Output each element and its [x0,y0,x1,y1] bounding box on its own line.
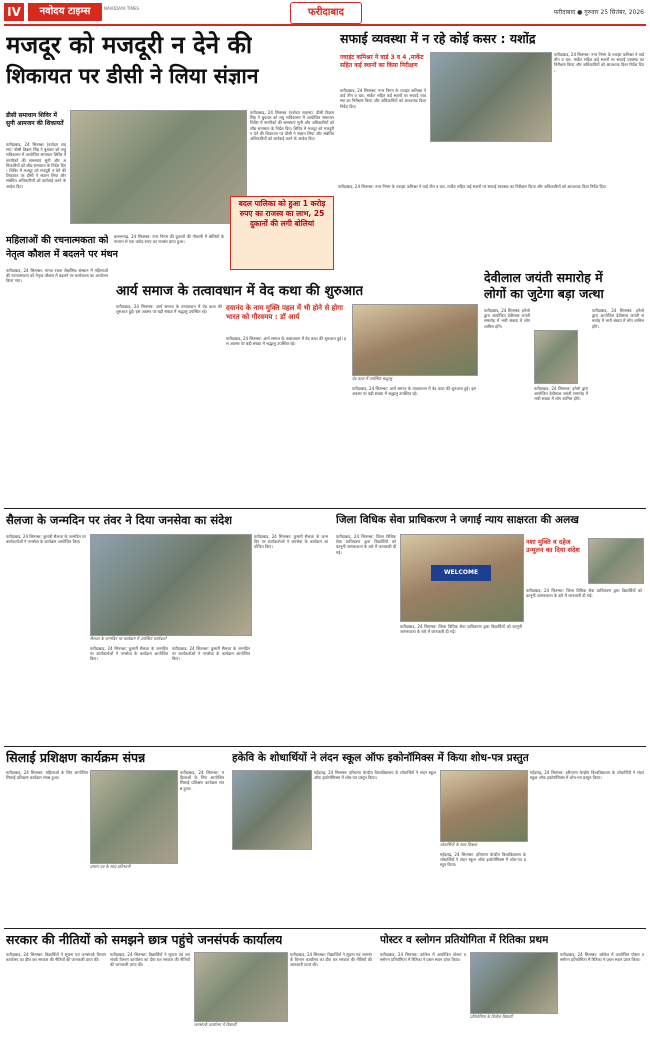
body-text: फरीदाबाद, 24 सितम्बर: मानव रचना शैक्षणिक संस्थान में महिलाओं की रचनात्मकता को नेतृत्व कौशल में बदलने पर कार्यशाला का आयोजन किया गया। [6,268,108,284]
body-text: फरीदाबाद, 24 सितम्बर: कुमारी सैलजा के जन्मदिन पर कार्यकर्ताओं ने जनसेवा के कार्यक्रम आयोजित किए। [254,534,328,550]
story-palika [230,196,334,276]
headline: जिला विधिक सेवा प्राधिकरण ने जगाई न्याय साक्षरता की अलख [336,514,579,526]
body-text: फरीदाबाद, 24 सितम्बर: महिलाओं के लिए आयोजित सिलाई प्रशिक्षण कार्यक्रम संपन्न हुआ। [180,770,224,791]
masthead-rule [4,24,646,26]
section-divider [4,508,646,509]
news-photo [352,304,478,376]
story-mahila [4,234,118,484]
headline: नेतृत्व कौशल में बदलने पर मंथन [6,249,118,260]
body-text: फरीदाबाद, 24 सितम्बर: नगर निगम के ज्वाइंट कमिश्नर ने वार्ड तीन व चार, मार्केट सहित कई स्थानों पर सफाई व्यवस्था का निरीक्षण किया और अधिकारियों को आवश्यक दिशा निर्देश दिए। [338,184,607,189]
news-photo [470,952,558,1014]
side-note: नशा मुक्ति व दहेज उन्मूलन का दिया संदेश [526,538,580,554]
headline: पोस्टर व स्लोगन प्रतियोगिता में रितिका प्रथम [380,934,549,946]
news-photo [90,770,178,864]
headline: लोगों का जुटेगा बड़ा जत्था [484,286,604,301]
portrait-photo [534,330,578,384]
photo-caption: सैलजा के जन्मदिन पर कार्यक्रम में उपस्थित कार्यकर्ता [90,636,167,641]
body-text: फरीदाबाद, 24 सितम्बर: विद्यार्थियों ने सूचना एवं जनसंपर्क विभाग कार्यालय का दौरा कर सरकार की नीतियों की जानकारी प्राप्त की। [110,952,190,968]
headline: सिलाई प्रशिक्षण कार्यक्रम संपन्न [6,750,146,765]
headline: महिलाओं की रचनात्मकता को [6,235,109,246]
news-photo [440,770,528,842]
body-text: फरीदाबाद, 24 सितम्बर: कुमारी सैलजा के जन्मदिन पर कार्यकर्ताओं ने जनसेवा के कार्यक्रम आयोजित किए। [6,534,86,545]
highlight-box: बदल पालिका को हुआ 1 करोड़ रुपए का राजस्व का लाभ, 25 दुकानों की लगी बोलियां [230,196,334,270]
story-safai [338,30,646,180]
story-jansampark [4,932,374,1040]
news-photo [430,52,552,142]
story-devilal [482,270,646,506]
body-text: फरीदाबाद, 24 सितम्बर: जिला विधिक सेवा प्राधिकरण द्वारा विद्यार्थियों को कानूनी जागरूकता के बारे में जानकारी दी गई। [526,588,642,599]
subheadline: ज्वाइंट कमिश्नर ने वार्ड 3 व 4 ,मार्केट सहित कई स्थानों का किया निरीक्षण [340,54,424,69]
body-text: फरीदाबाद, 24 सितम्बर: आर्य समाज के तत्वावधान में वेद कथा की शुरुआत हुई। इस अवसर पर बड़ी संख्या में श्रद्धालु उपस्थित रहे। [116,304,222,315]
photo-caption: प्रमाण पत्र के साथ प्रतिभागी [90,864,131,869]
portrait-photo [588,538,644,584]
welcome-banner: WELCOME [431,565,491,581]
body-text: फरीदाबाद, 24 सितम्बर: कॉलेज में आयोजित पोस्टर व स्लोगन प्रतियोगिता में रितिका ने प्रथम स्थान प्राप्त किया। [380,952,466,963]
headline: हकेवि के शोधार्थियों ने लंदन स्कूल ऑफ इकोनॉमिक्स में किया शोध-पत्र प्रस्तुत [232,752,529,764]
story-silai [4,750,226,926]
headline: सैलजा के जन्मदिन पर तंवर ने दिया जनसेवा का संदेश [6,513,233,527]
page-number: IV [4,3,24,21]
headline: सरकार की नीतियों को समझने छात्र पहुंचे जनसंपर्क कार्यालय [6,932,283,947]
story-hakevi [230,750,646,926]
paper-name: नवोदय टाइम्स [28,3,102,21]
photo-caption: शोधार्थियों के साथ शिक्षक [440,842,478,847]
story-selja [4,512,330,744]
headline: सफाई व्यवस्था में न रहे कोई कसर : यशोंद्र [340,31,536,46]
photo-caption: प्रतियोगिता के विजेता विद्यार्थी [470,1014,513,1019]
body-text: महेंद्रगढ़, 24 सितम्बर: हरियाणा केन्द्रीय विश्वविद्यालय के शोधार्थियों ने लंदन स्कूल ऑफ इकोनॉमिक्स में शोध-पत्र प्रस्तुत किया। [530,770,644,781]
body-text: बल्लभगढ़, 24 सितम्बर: नगर निगम की दुकानों की नीलामी में बोलियों के माध्यम से एक करोड़ रुपए का राजस्व प्राप्त हुआ। [114,234,224,245]
story-legal-services [334,512,646,744]
story-arya-samaj [114,282,478,506]
body-text: फरीदाबाद, 24 सितम्बर: इनेलो द्वारा आयोजित देवीलाल जयंती समारोह में भारी संख्या में लोग शामिल होंगे। [592,308,644,329]
city-label: फरीदाबाद [290,2,362,24]
headline: शिकायत पर डीसी ने लिया संज्ञान [6,64,259,88]
body-text: महेंद्रगढ़, 24 सितम्बर: हरियाणा केन्द्रीय विश्वविद्यालय के शोधार्थियों ने लंदन स्कूल ऑफ इकोनॉमिक्स में शोध-पत्र प्रस्तुत किया। [314,770,436,781]
subheadline: डीसी समाधान शिविर में सुनी आमजन की शिकायतें [6,112,64,127]
photo-caption: जनसंपर्क कार्यालय में विद्यार्थी [194,1022,237,1027]
body-text: फरीदाबाद, 24 सितम्बर: कुमारी सैलजा के जन्मदिन पर कार्यकर्ताओं ने जनसेवा के कार्यक्रम आयोजित किए। [90,646,168,662]
news-photo [194,952,288,1022]
body-text: फरीदाबाद, 24 सितम्बर: कॉलेज में आयोजित पोस्टर व स्लोगन प्रतियोगिता में रितिका ने प्रथम स्थान प्राप्त किया। [560,952,644,963]
paper-small-label: NAVODAYA TIMES [104,6,140,11]
story-poster [378,932,646,1040]
body-text: फरीदाबाद, 24 सितम्बर: आर्य समाज के तत्वावधान में वेद कथा की शुरुआत हुई। इस अवसर पर बड़ी संख्या में श्रद्धालु उपस्थित रहे। [352,386,476,397]
date-line: फरीदाबाद ● गुरुवार 25 सितंबर, 2026 [553,9,644,16]
body-text: फरीदाबाद, 24 सितम्बर (नवोदय टाइम्स): डीसी विक्रम सिंह ने बुधवार को लघु सचिवालय में आयोजित समाधान शिविर में नागरिकों की समस्याएं सुनी और अधिकारियों को शीघ्र समाधान के निर्देश दिए। शिविर में मजदूर को मजदूरी न देने की शिकायत पर डीसी ने संज्ञान लिया और संबंधित अधिकारियों को कार्रवाई करने के आदेश दिए। [250,110,334,142]
body-text: महेंद्रगढ़, 24 सितम्बर: हरियाणा केन्द्रीय विश्वविद्यालय के शोधार्थियों ने लंदन स्कूल ऑफ इकोनॉमिक्स में शोध-पत्र प्रस्तुत किया। [440,852,526,868]
headline: देवीलाल जयंती समारोह में [484,270,603,285]
headline: आर्य समाज के तत्वावधान में वेद कथा की शुरुआत [116,283,364,299]
body-text: फरीदाबाद, 24 सितम्बर: आर्य समाज के तत्वावधान में वेद कथा की शुरुआत हुई। इस अवसर पर बड़ी संख्या में श्रद्धालु उपस्थित रहे। [226,336,346,347]
body-text: फरीदाबाद, 24 सितम्बर: महिलाओं के लिए आयोजित सिलाई प्रशिक्षण कार्यक्रम संपन्न हुआ। [6,770,88,781]
body-text: फरीदाबाद, 24 सितम्बर: विद्यार्थियों ने सूचना एवं जनसंपर्क विभाग कार्यालय का दौरा कर सरकार की नीतियों की जानकारी प्राप्त की। [6,952,106,963]
body-text: फरीदाबाद, 24 सितम्बर (नवोदय टाइम्स): डीसी विक्रम सिंह ने बुधवार को लघु सचिवालय में आयोजित समाधान शिविर में नागरिकों की समस्याएं सुनी और अधिकारियों को शीघ्र समाधान के निर्देश दिए। शिविर में मजदूर को मजदूरी न देने की शिकायत पर डीसी ने संज्ञान लिया और संबंधित अधिकारियों को कार्रवाई करने के आदेश दिए। [6,142,66,189]
news-photo [90,534,252,636]
news-photo [232,770,312,850]
masthead [0,0,650,26]
pull-quote: दयानंद के नाम मुक्ति पहल में भी होने से होगा भारत को गौरवमय : डॉ आर्य [226,304,343,321]
headline: मजदूर को मजदूरी न देने की [6,31,253,59]
photo-caption: वेद कथा में उपस्थित श्रद्धालु [352,376,393,381]
body-text: फरीदाबाद, 24 सितम्बर: नगर निगम के ज्वाइंट कमिश्नर ने वार्ड तीन व चार, मार्केट सहित कई स्थानों पर सफाई व्यवस्था का निरीक्षण किया और अधिकारियों को आवश्यक दिशा निर्देश दिए। [554,52,644,73]
body-text: फरीदाबाद, 24 सितम्बर: कुमारी सैलजा के जन्मदिन पर कार्यकर्ताओं ने जनसेवा के कार्यक्रम आयोजित किए। [172,646,250,662]
news-photo [400,534,524,622]
news-photo [70,110,247,224]
body-text: फरीदाबाद, 24 सितम्बर: जिला विधिक सेवा प्राधिकरण द्वारा विद्यार्थियों को कानूनी जागरूकता के बारे में जानकारी दी गई। [336,534,396,555]
section-divider [4,928,646,929]
body-text: फरीदाबाद, 24 सितम्बर: नगर निगम के ज्वाइंट कमिश्नर ने वार्ड तीन व चार, मार्केट सहित कई स्थानों पर सफाई व्यवस्था का निरीक्षण किया और अधिकारियों को आवश्यक दिशा निर्देश दिए। [340,88,426,109]
body-text: फरीदाबाद, 24 सितम्बर: इनेलो द्वारा आयोजित देवीलाल जयंती समारोह में भारी संख्या में लोग शामिल होंगे। [484,308,530,329]
body-text: फरीदाबाद, 24 सितम्बर: इनेलो द्वारा आयोजित देवीलाल जयंती समारोह में भारी संख्या में लोग शामिल होंगे। [534,386,588,402]
section-divider [4,746,646,747]
body-text: फरीदाबाद, 24 सितम्बर: जिला विधिक सेवा प्राधिकरण द्वारा विद्यार्थियों को कानूनी जागरूकता के बारे में जानकारी दी गई। [400,624,522,635]
body-text: फरीदाबाद, 24 सितम्बर: विद्यार्थियों ने सूचना एवं जनसंपर्क विभाग कार्यालय का दौरा कर सरकार की नीतियों की जानकारी प्राप्त की। [290,952,372,968]
